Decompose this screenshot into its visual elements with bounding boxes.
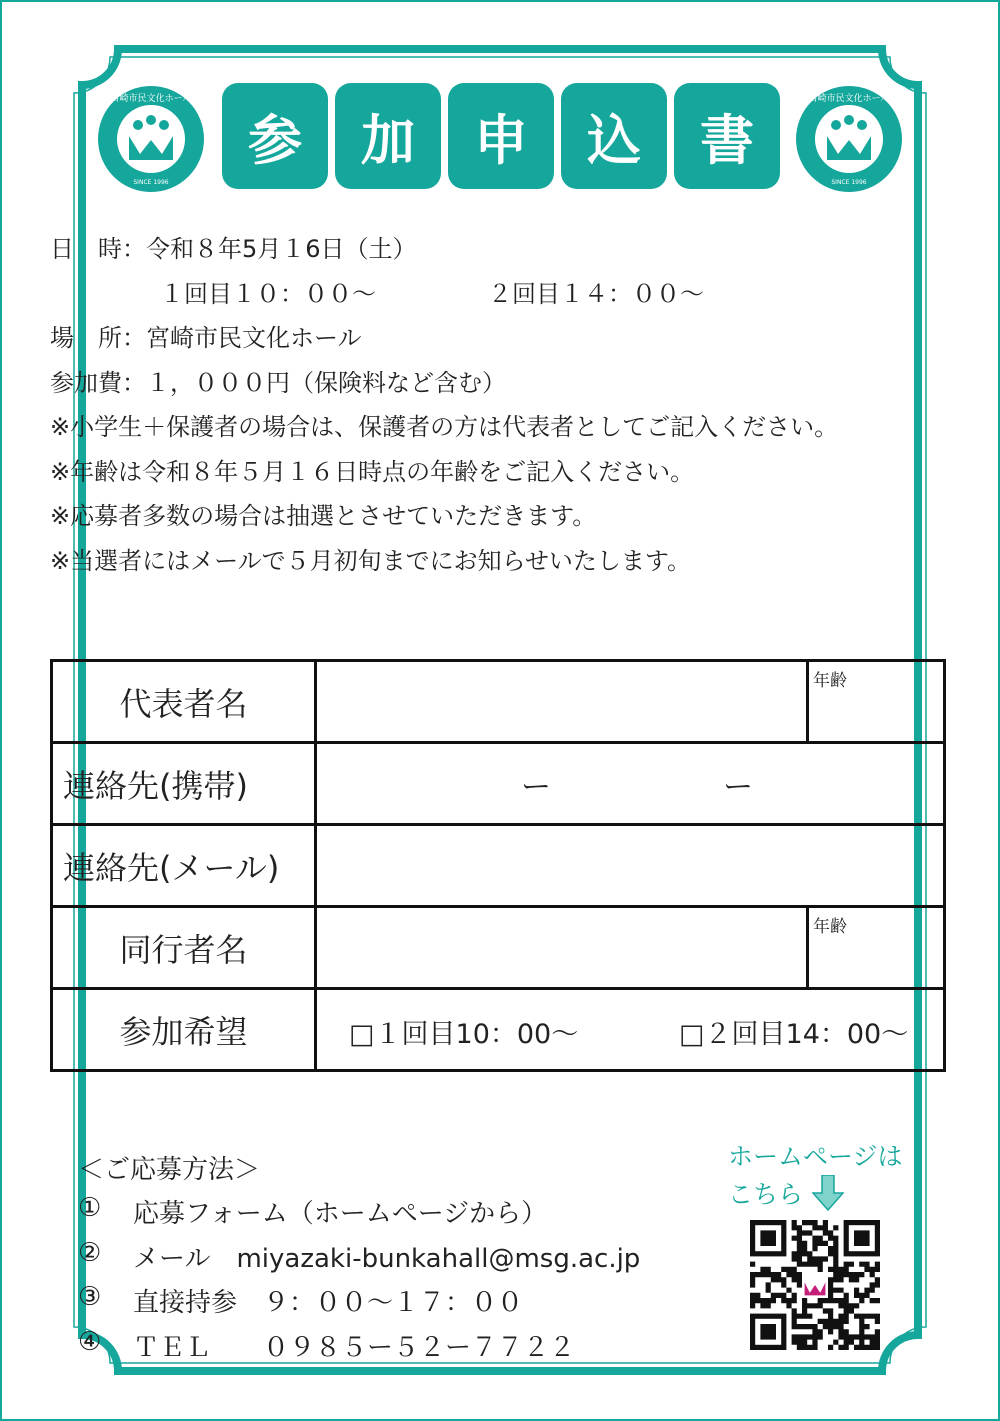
title-char-2: 加: [335, 83, 441, 189]
field-hope: [316, 989, 945, 1071]
form-row-representative: [52, 661, 945, 743]
field-phone[interactable]: [316, 743, 945, 825]
title-char-4: 込: [561, 83, 667, 189]
form-row-email: [52, 825, 945, 907]
method-item-3: 直接持参 ９：００～１７：００: [133, 1288, 524, 1318]
phone-dash-1: ー: [521, 770, 551, 805]
svg-text:宮崎市民文化ホール: 宮崎市民文化ホール: [110, 94, 192, 104]
age-label: 年齢: [813, 671, 847, 691]
option-session-1-checkbox[interactable]: □１回目10：00～: [349, 1019, 579, 1050]
arrow-down-icon: [812, 1175, 844, 1211]
application-form-table: [50, 659, 946, 1072]
label-hope: 参加希望: [52, 989, 316, 1071]
label-representative: 代表者名: [52, 661, 316, 743]
method-num-3: ③: [78, 1282, 102, 1312]
info-venue: 場 所：宮崎市民文化ホール: [50, 324, 362, 352]
method-num-4: ④: [78, 1327, 102, 1357]
info-session-1: １回目１０：００～: [160, 280, 376, 308]
option-session-2-checkbox[interactable]: □２回目14：00～: [679, 1019, 909, 1050]
method-item-2: メール miyazaki-bunkahall@msg.ac.jp: [133, 1244, 641, 1274]
qr-code-icon[interactable]: [750, 1220, 880, 1350]
age-label: 年齢: [813, 917, 847, 937]
info-fee: 参加費：１，０００円（保険料など含む）: [50, 369, 506, 397]
method-item-1: 応募フォーム（ホームページから）: [133, 1199, 548, 1229]
svg-text:宮崎市民文化ホール: 宮崎市民文化ホール: [808, 94, 890, 104]
svg-text:SINCE 1996: SINCE 1996: [133, 179, 169, 186]
label-phone: 連絡先(携帯): [52, 743, 316, 825]
info-note-4: ※当選者にはメールで５月初旬までにお知らせいたします。: [50, 547, 691, 575]
title-char-5: 書: [674, 83, 780, 189]
info-note-1: ※小学生＋保護者の場合は、保護者の方は代表者としてご記入ください。: [50, 413, 839, 441]
info-date: 日 時：令和８年5月１6日（土）: [50, 235, 417, 263]
label-companion: 同行者名: [52, 907, 316, 989]
method-num-1: ①: [78, 1193, 102, 1223]
homepage-label-line-1: ホームページは: [728, 1142, 903, 1171]
hall-logo-right: [794, 84, 904, 194]
svg-text:SINCE 1996: SINCE 1996: [831, 179, 867, 186]
title-char-3: 申: [448, 83, 554, 189]
field-representative-age[interactable]: [808, 661, 945, 743]
homepage-label-line-2: こちら: [728, 1180, 804, 1209]
title-char-1: 参: [222, 83, 328, 189]
hall-logo-left: [96, 84, 206, 194]
form-row-hope: [52, 989, 945, 1071]
phone-dash-2: ー: [723, 770, 753, 805]
info-note-2: ※年齢は令和８年５月１６日時点の年齢をご記入ください。: [50, 458, 695, 486]
field-representative-name[interactable]: [316, 661, 808, 743]
field-companion-name[interactable]: [316, 907, 808, 989]
form-row-phone: [52, 743, 945, 825]
field-email[interactable]: [316, 825, 945, 907]
method-heading: ＜ご応募方法＞: [78, 1155, 261, 1185]
label-email: 連絡先(メール): [52, 825, 316, 907]
info-note-3: ※応募者多数の場合は抽選とさせていただきます。: [50, 502, 597, 530]
method-num-2: ②: [78, 1238, 102, 1268]
field-companion-age[interactable]: [808, 907, 945, 989]
form-row-companion: [52, 907, 945, 989]
method-item-4: ＴＥＬ ０９８５ー５２ー７７２２: [133, 1333, 576, 1363]
info-session-2: ２回目１４：００～: [488, 280, 704, 308]
